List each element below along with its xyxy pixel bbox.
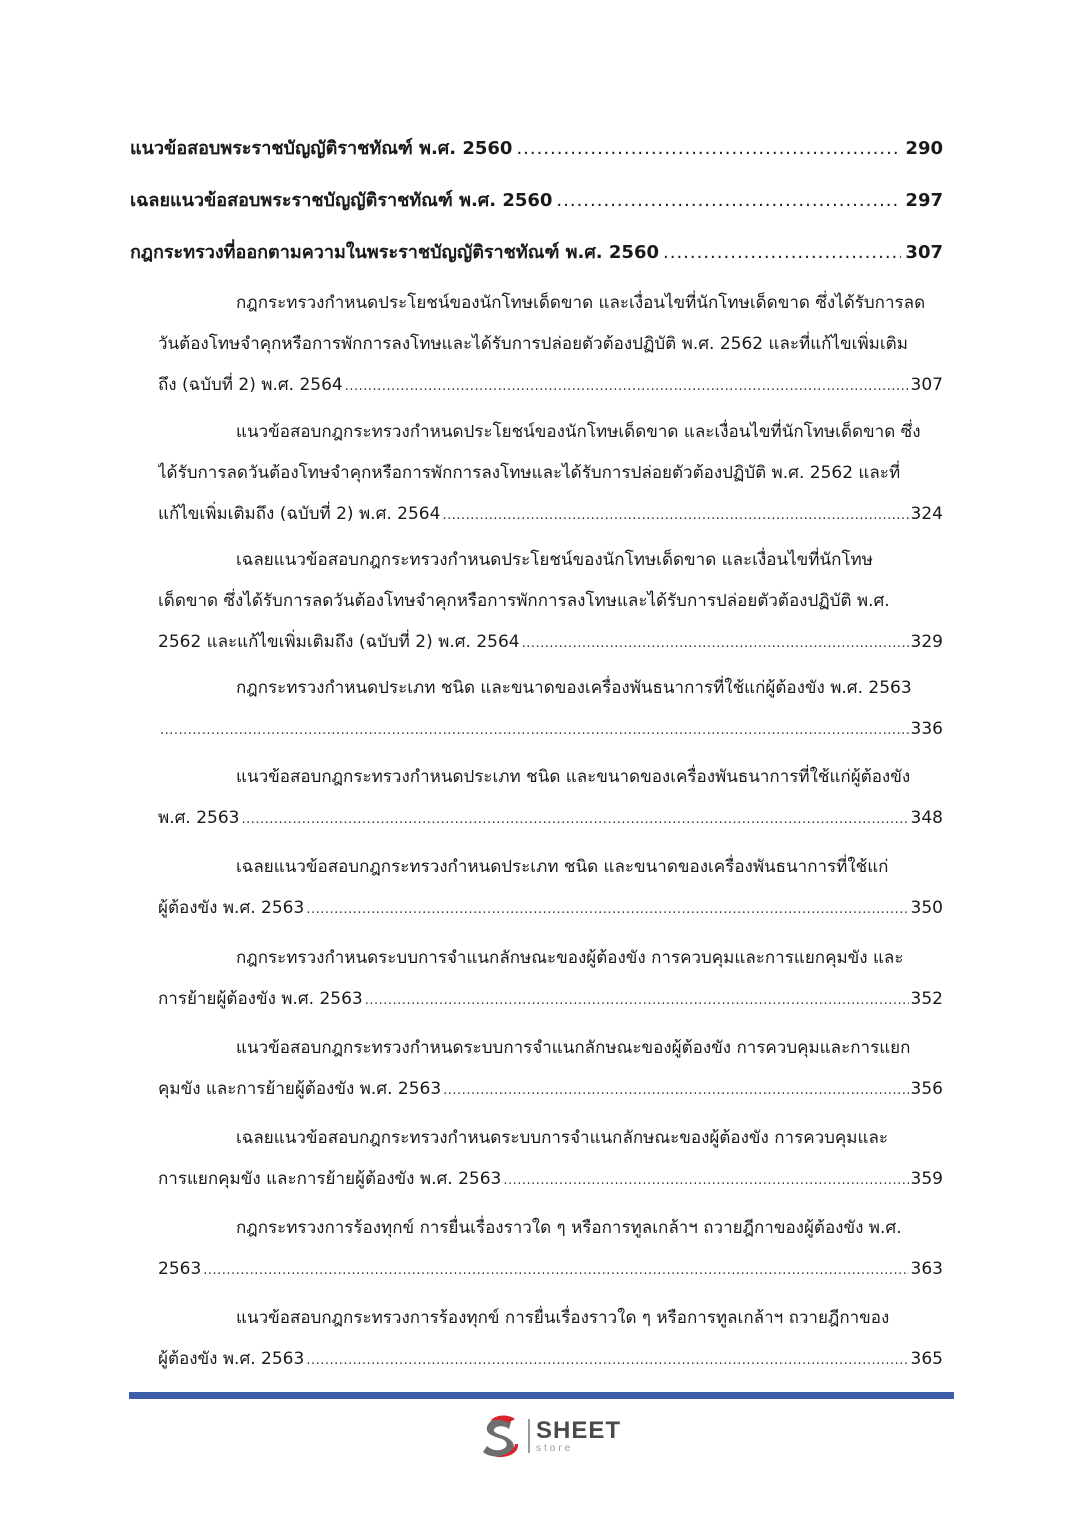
toc-main-entry[interactable] bbox=[130, 189, 943, 213]
dot-leader bbox=[160, 710, 909, 750]
dot-leader bbox=[663, 241, 901, 265]
toc-entry-line: กฎกระทรวงการร้องทุกข์ การยื่นเรื่องราวใด ๆ หรือการทูลเกล้าฯ ถวายฎีกาของผู้ต้องขัง พ.ศ. bbox=[236, 1218, 902, 1238]
toc-entry-line: วันต้องโทษจำคุกหรือการพักการลงโทษและได้รับการปล่อยตัวต้องปฏิบัติ พ.ศ. 2562 และที่แก้ไขเพิ่มเติม bbox=[158, 334, 908, 354]
dot-leader bbox=[365, 980, 909, 1020]
dot-leader bbox=[516, 137, 901, 161]
dot-leader bbox=[443, 1070, 908, 1110]
toc-sub-entry[interactable] bbox=[158, 1118, 943, 1200]
toc-entry-line: ได้รับการลดวันต้องโทษจำคุกหรือการพักการลงโทษและได้รับการปล่อยตัวต้องปฏิบัติ พ.ศ. 2562 และที่ bbox=[158, 463, 901, 483]
toc-entry-line: เฉลยแนวข้อสอบกฎกระทรวงกำหนดประเภท ชนิด และขนาดของเครื่องพันธนาการที่ใช้แก่ bbox=[236, 857, 889, 877]
toc-page-number: 307 bbox=[905, 242, 943, 263]
toc-entry-line: พ.ศ. 2563 bbox=[158, 808, 240, 828]
toc-entry-line: แนวข้อสอบกฎกระทรวงการร้องทุกข์ การยื่นเรื่องราวใด ๆ หรือการทูลเกล้าฯ ถวายฎีกาของ bbox=[236, 1308, 890, 1328]
toc-entry-last-line bbox=[158, 1339, 943, 1380]
toc-entry-line: กฎกระทรวงกำหนดประเภท ชนิด และขนาดของเครื่องพันธนาการที่ใช้แก่ผู้ต้องขัง พ.ศ. 2563 bbox=[236, 678, 912, 698]
logo-wordmark bbox=[536, 1416, 622, 1454]
toc-entry-line: แก้ไขเพิ่มเติมถึง (ฉบับที่ 2) พ.ศ. 2564 bbox=[158, 504, 441, 524]
toc-entry-line: กฎกระทรวงกำหนดระบบการจำแนกลักษณะของผู้ต้องขัง การควบคุมและการแยกคุมขัง และ bbox=[236, 948, 904, 968]
toc-main-entry[interactable] bbox=[130, 241, 943, 265]
toc-entry-line: คุมขัง และการย้ายผู้ต้องขัง พ.ศ. 2563 bbox=[158, 1079, 442, 1099]
toc-entry-last-line bbox=[158, 494, 943, 535]
toc-entry-line: เด็ดขาด ซึ่งได้รับการลดวันต้องโทษจำคุกหรือการพักการลงโทษและได้รับการปล่อยตัวต้องปฏิบัติ พ.ศ. bbox=[158, 591, 890, 611]
toc-entry-title: เฉลยแนวข้อสอบพระราชบัญญัติราชทัณฑ์ พ.ศ. 2560 bbox=[130, 190, 553, 211]
toc-entry-last-line bbox=[158, 979, 943, 1020]
toc-page-number: 350 bbox=[910, 898, 943, 918]
toc-sub-entry[interactable] bbox=[158, 1208, 943, 1290]
dot-leader bbox=[306, 889, 908, 929]
dot-leader bbox=[345, 366, 909, 406]
logo-sub-text: store bbox=[536, 1442, 574, 1454]
toc-entry-title: แนวข้อสอบพระราชบัญญัติราชทัณฑ์ พ.ศ. 2560 bbox=[130, 138, 513, 159]
toc-page-number: 324 bbox=[910, 504, 943, 524]
toc-entry-last-line bbox=[158, 365, 943, 406]
toc-sub-entry[interactable] bbox=[158, 283, 943, 406]
toc-entry-line: แนวข้อสอบกฎกระทรวงกำหนดประเภท ชนิด และขนาดของเครื่องพันธนาการที่ใช้แก่ผู้ต้องขัง bbox=[236, 767, 911, 787]
toc-page-number: 356 bbox=[910, 1079, 943, 1099]
toc-page-number: 365 bbox=[910, 1349, 943, 1369]
toc-main-entry[interactable] bbox=[130, 137, 943, 161]
toc-page-number: 359 bbox=[910, 1169, 943, 1189]
toc-sub-entry[interactable] bbox=[158, 1298, 943, 1380]
toc-sub-entry[interactable] bbox=[158, 938, 943, 1020]
dot-leader bbox=[522, 623, 909, 663]
sheet-store-logo bbox=[478, 1412, 621, 1460]
dot-leader bbox=[241, 799, 908, 839]
toc-entry-line: แนวข้อสอบกฎกระทรวงกำหนดระบบการจำแนกลักษณะของผู้ต้องขัง การควบคุมและการแยก bbox=[236, 1038, 911, 1058]
toc-entry-last-line bbox=[158, 1249, 943, 1290]
logo-divider bbox=[528, 1419, 530, 1453]
toc-entry-line: เฉลยแนวข้อสอบกฎกระทรวงกำหนดระบบการจำแนกลักษณะของผู้ต้องขัง การควบคุมและ bbox=[236, 1128, 888, 1148]
toc-page-number: 307 bbox=[910, 375, 943, 395]
toc-sub-entry[interactable] bbox=[158, 540, 943, 663]
toc-entry-last-line bbox=[158, 888, 943, 929]
logo-main-text: SHEET bbox=[536, 1416, 622, 1444]
toc-sub-entry[interactable] bbox=[158, 412, 943, 535]
toc-entry-line: ผู้ต้องขัง พ.ศ. 2563 bbox=[158, 898, 305, 918]
toc-entry-last-line bbox=[158, 709, 943, 750]
toc-sub-entry[interactable] bbox=[158, 847, 943, 929]
toc-entry-title: กฎกระทรวงที่ออกตามความในพระราชบัญญัติราชทัณฑ์ พ.ศ. 2560 bbox=[130, 242, 659, 263]
toc-sub-entry[interactable] bbox=[158, 1028, 943, 1110]
toc-entry-line: 2563 bbox=[158, 1259, 202, 1279]
toc-entry-line: เฉลยแนวข้อสอบกฎกระทรวงกำหนดประโยชน์ของนักโทษเด็ดขาด และเงื่อนไขที่นักโทษ bbox=[236, 550, 873, 570]
dot-leader bbox=[503, 1160, 908, 1200]
toc-sub-entry[interactable] bbox=[158, 757, 943, 839]
toc-entry-line: การย้ายผู้ต้องขัง พ.ศ. 2563 bbox=[158, 989, 363, 1009]
toc-page-number: 329 bbox=[910, 632, 943, 652]
toc-page-number: 363 bbox=[910, 1259, 943, 1279]
toc-page-number: 348 bbox=[910, 808, 943, 828]
toc-entry-line: ถึง (ฉบับที่ 2) พ.ศ. 2564 bbox=[158, 375, 343, 395]
toc-entry-line: ผู้ต้องขัง พ.ศ. 2563 bbox=[158, 1349, 305, 1369]
toc-entry-line: กฎกระทรวงกำหนดประโยชน์ของนักโทษเด็ดขาด และเงื่อนไขที่นักโทษเด็ดขาด ซึ่งได้รับการลด bbox=[236, 293, 926, 313]
dot-leader bbox=[203, 1250, 908, 1290]
toc-entry-line: 2562 และแก้ไขเพิ่มเติมถึง (ฉบับที่ 2) พ.ศ. 2564 bbox=[158, 632, 520, 652]
toc-sub-entry[interactable] bbox=[158, 668, 943, 750]
toc-entry-last-line bbox=[158, 798, 943, 839]
toc-entry-last-line bbox=[158, 622, 943, 663]
dot-leader bbox=[306, 1340, 908, 1380]
toc-entry-last-line bbox=[158, 1069, 943, 1110]
sheet-s-logo-icon bbox=[478, 1413, 524, 1459]
toc-entry-line: การแยกคุมขัง และการย้ายผู้ต้องขัง พ.ศ. 2563 bbox=[158, 1169, 502, 1189]
footer-rule bbox=[129, 1392, 954, 1399]
toc-page-number: 297 bbox=[905, 190, 943, 211]
toc-page-number: 336 bbox=[910, 719, 943, 739]
toc-entry-last-line bbox=[158, 1159, 943, 1200]
dot-leader bbox=[556, 189, 901, 213]
toc-entry-line: แนวข้อสอบกฎกระทรวงกำหนดประโยชน์ของนักโทษเด็ดขาด และเงื่อนไขที่นักโทษเด็ดขาด ซึ่ง bbox=[236, 422, 921, 442]
dot-leader bbox=[442, 495, 908, 535]
toc-page-number: 352 bbox=[910, 989, 943, 1009]
toc-page-number: 290 bbox=[905, 138, 943, 159]
